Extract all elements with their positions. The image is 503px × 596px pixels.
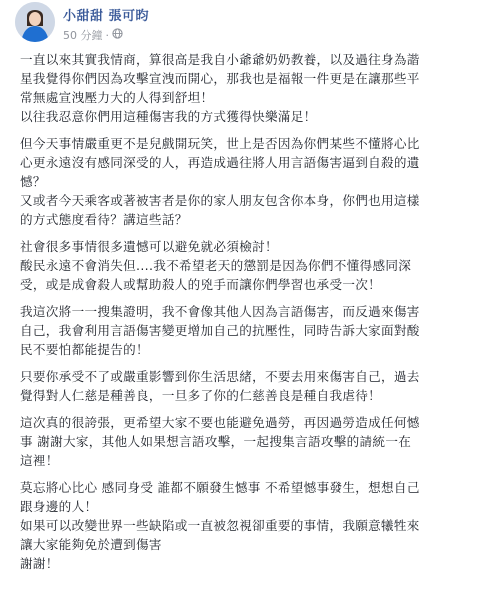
post-text-line: 以往我忍意你們用這種傷害我的方式獲得快樂滿足！ xyxy=(20,109,317,124)
post-text-line: 事 謝謝大家，其他人如果想言語攻擊，一起搜集言語攻擊的請統一在 xyxy=(20,434,412,449)
post-text-line: 的方式態度看待？講這些話？ xyxy=(20,212,188,227)
post-text-line: 憾？ xyxy=(20,174,46,189)
post-text-line: 酸民永遠不會消失但....我不希望老天的懲罰是因為你們不懂得感同深 xyxy=(20,258,412,273)
globe-icon[interactable] xyxy=(112,28,123,42)
post-paragraph xyxy=(20,478,490,573)
post-text-line: 一直以來其實我情商，算很高是我自小爺爺奶奶教養，以及過往身為諧 xyxy=(20,52,420,67)
post-text-line: 心更永遠沒有感同深受的人，再造成過往將人用言語傷害逼到自殺的遺 xyxy=(20,155,420,170)
post-body xyxy=(20,50,490,581)
post-text-line: 常無處宣洩壓力大的人得到舒坦！ xyxy=(20,90,214,105)
post-text-line: 這裡！ xyxy=(20,453,59,468)
post-paragraph xyxy=(20,237,490,294)
post-text-line: 星我覺得你們因為攻擊宣洩而開心，那我也是福報一件更是在讓那些平 xyxy=(20,71,420,86)
post-paragraph xyxy=(20,134,490,229)
meta-separator: · xyxy=(105,28,109,42)
author-name[interactable]: 小甜甜 張可昀 xyxy=(63,9,150,24)
post-text-line: 只要你承受不了或嚴重影響到你生活思緒，不要去用來傷害自己，過去 xyxy=(20,369,420,384)
post-paragraph xyxy=(20,367,490,405)
post-meta xyxy=(63,27,123,43)
post-text-line: 但今天事情嚴重更不是兒戲開玩笑，世上是否因為你們某些不懂將心比 xyxy=(20,136,420,151)
post-text-line: 又或者今天乘客或著被害者是你的家人朋友包含你本身，你們也用這樣 xyxy=(20,193,420,208)
profile-photo[interactable] xyxy=(15,2,55,42)
post-text-line: 這次真的很誇張，更希望大家不要也能避免過勞，再因過勞造成任何憾 xyxy=(20,415,420,430)
post-text-line: 受，或是成會殺人或幫助殺人的兇手而讓你們學習也承受一次！ xyxy=(20,277,382,292)
post-text-line: 讓大家能夠免於遭到傷害 xyxy=(20,537,162,552)
post-text-line: 社會很多事情很多遺憾可以避免就必須檢討！ xyxy=(20,239,278,254)
post-text-line: 跟身邊的人！ xyxy=(20,499,98,514)
post-text-line: 自己，我會利用言語傷害變更增加自己的抗壓性，同時告訴大家面對酸 xyxy=(20,323,420,338)
post-text-line: 民不要怕都能提告的！ xyxy=(20,342,149,357)
post-text-line: 莫忘將心比心 感同身受 誰都不願發生憾事 不希望憾事發生，想想自己 xyxy=(20,480,420,495)
post-text-line: 謝謝！ xyxy=(20,556,59,571)
post-text-line: 如果可以改變世界一些缺陷或一直被忽視卻重要的事情，我願意犧牲來 xyxy=(20,518,420,533)
post-paragraph xyxy=(20,413,490,470)
post-timestamp[interactable]: 50 分鐘 xyxy=(63,29,103,42)
post-paragraph xyxy=(20,302,490,359)
post-text-line: 覺得對人仁慈是種善良，一旦多了你的仁慈善良是種自我虐待！ xyxy=(20,388,382,403)
post-header xyxy=(0,0,503,50)
post-text-line: 我這次將一一搜集證明，我不會像其他人因為言語傷害，而反過來傷害 xyxy=(20,304,420,319)
post-paragraph xyxy=(20,50,490,126)
